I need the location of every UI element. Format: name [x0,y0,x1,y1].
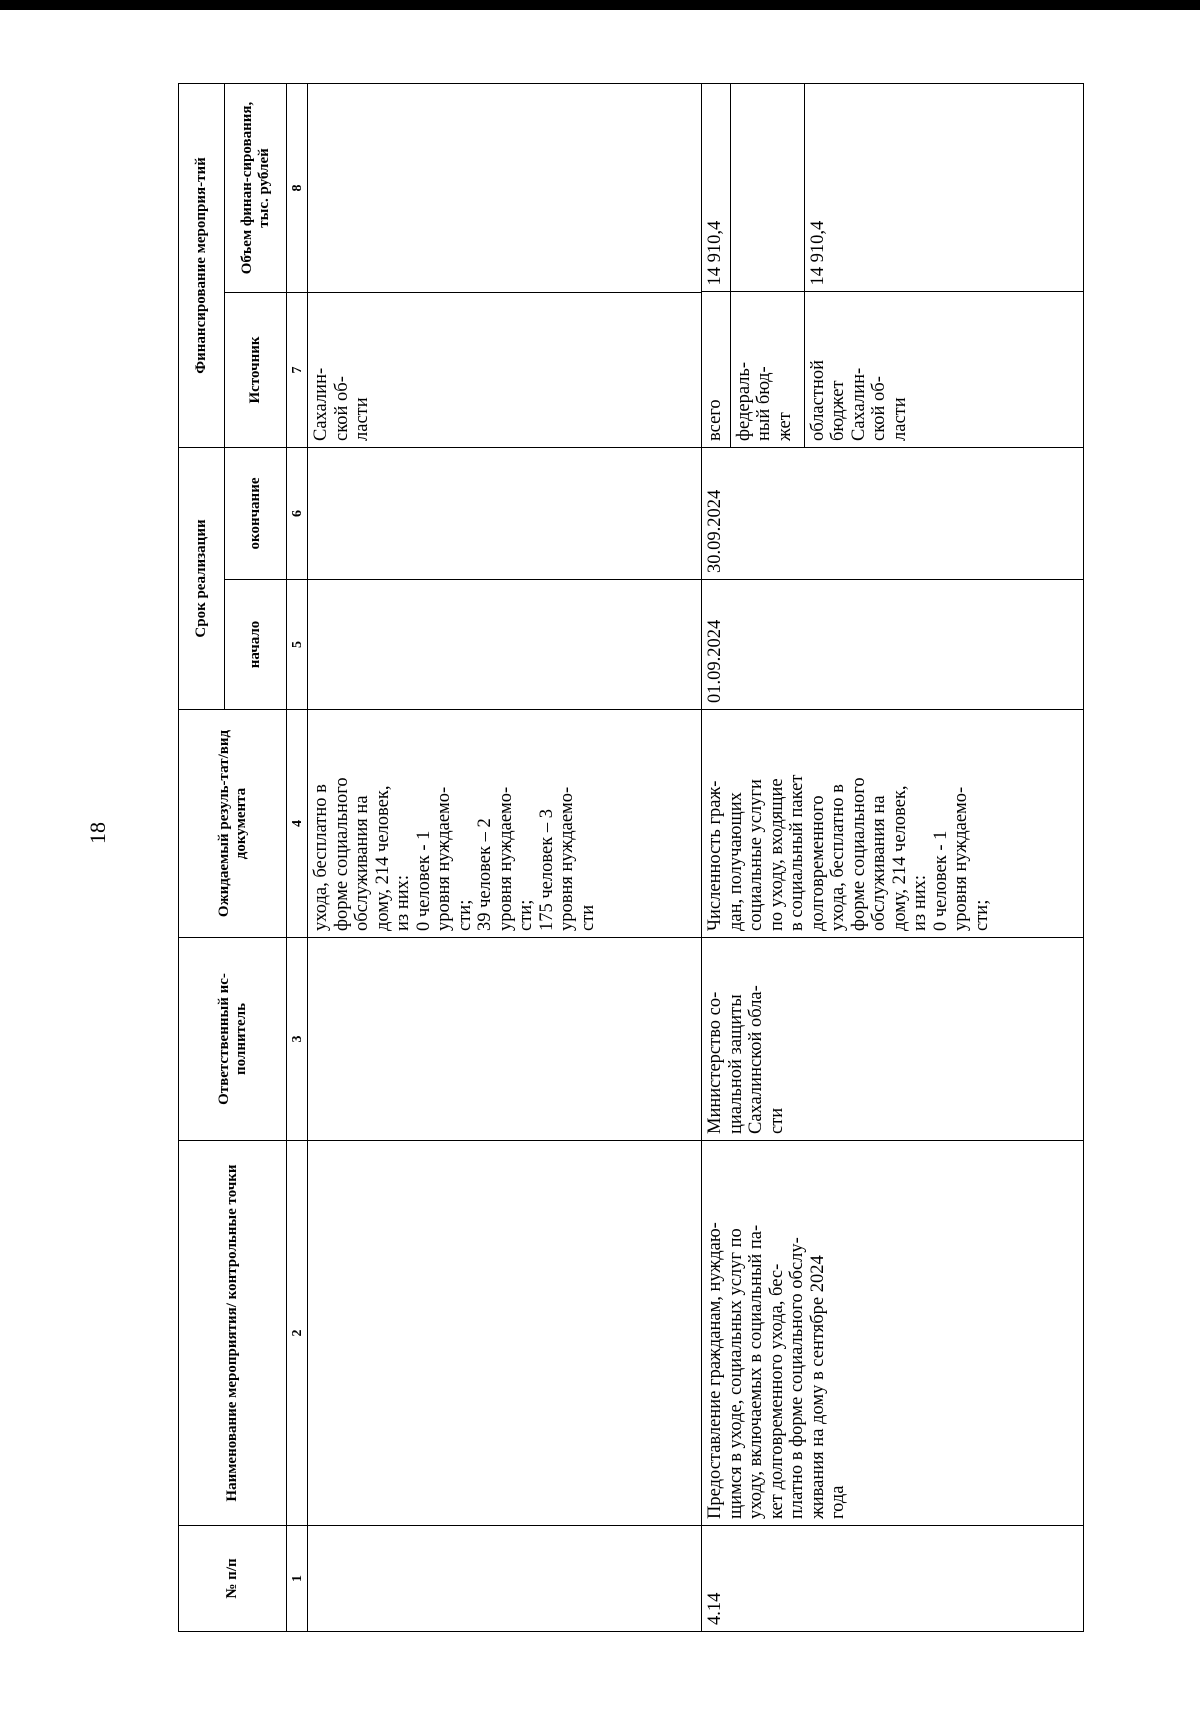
text-line: областной [807,360,828,441]
text-line: обслуживания на [352,795,372,931]
amount-value: 14 910,4 [702,83,730,292]
text-line: уровня нуждаемо- [495,786,516,931]
text-line: Сахалин- [848,367,869,441]
header-start: начало [225,580,287,710]
header-name: Наименование мероприятия/ контрольные точки [179,1141,287,1526]
text-line: уровня нуждаемо- [434,786,454,931]
start-date: 01.09.2024 [702,580,1084,710]
text-line: ской об- [869,376,889,441]
measures-table [178,83,1084,1632]
table-row-continued [308,83,702,1631]
text-line: уровня нуждаемо- [557,786,577,931]
text-line: ухода, бесплатно в [828,784,848,931]
header-amount: Объем финан-сирования, тыс. рублей [225,83,287,292]
source-cell [308,293,702,448]
header-finance-group: Финансирование мероприя-тий [179,83,225,447]
text-line: 0 человек - 1 [413,830,434,931]
text-line: живания на дому в сентябре 2024 [807,1255,828,1519]
amount-value [730,83,804,292]
text-line: форме социального [331,777,352,931]
result-cell [308,710,702,938]
financing-subtable [702,83,1083,447]
header-executor: Ответственный ис-полнитель [179,938,287,1141]
text-line: платно в форме социального обслу- [787,1237,807,1519]
text-line: Министерство со- [705,991,725,1134]
executor-cell [702,938,1084,1141]
rotated-table-container [178,84,1084,1632]
text-line: ухода, бесплатно в [311,784,331,931]
text-line: дому, 214 человек, [889,785,910,931]
page-number: 18 [85,822,110,844]
column-number: 7 [287,293,308,448]
table-row-4-14 [702,83,1084,1631]
column-number: 8 [287,83,308,292]
text-line: года [828,1485,848,1519]
column-number: 6 [287,448,308,580]
column-number: 4 [287,710,308,938]
column-number: 1 [287,1526,308,1632]
scan-top-edge [0,0,1200,10]
text-line: сти; [454,899,475,931]
text-line: щимся в уходе, социальных услуг по [725,1228,746,1519]
amount-value: 14 910,4 [804,83,1083,292]
text-line: в социальный пакет [787,774,807,931]
header-term-group: Срок реализации [179,448,225,710]
text-line: сти [577,904,598,931]
financing-row [702,83,730,447]
text-line: форме социального [848,777,869,931]
text-line: дому, 214 человек, [372,785,393,931]
text-line: 39 человек – 2 [475,818,495,931]
text-line: Численность граж- [705,780,725,931]
text-line: сти [766,1107,787,1134]
financing-cell [702,83,1084,447]
text-line: Сахалин- [311,367,331,441]
column-number: 5 [287,580,308,710]
text-line: ласти [889,397,910,441]
column-number: 2 [287,1141,308,1526]
column-number: 3 [287,938,308,1141]
text-line: уходу, включаемых в социальный па- [746,1224,766,1519]
text-line: долговременного [807,795,828,931]
source-label [804,292,1083,447]
text-line: Предоставление гражданам, нуждаю- [705,1222,725,1519]
header-source: Источник [225,293,287,448]
text-line: федераль- [733,361,754,441]
measure-name-cell [702,1141,1084,1526]
text-line: жет [774,412,795,441]
end-date: 30.09.2024 [702,448,1084,580]
header-number: № п/п [179,1526,287,1632]
text-line: социальные услуги [746,779,766,931]
header-end: окончание [225,448,287,580]
text-line: из них: [393,874,413,931]
text-line: ный бюд- [754,366,774,441]
text-line: циальной защиты [725,994,746,1134]
row-number: 4.14 [702,1526,1084,1632]
text-line: всего [705,399,725,441]
text-line: сти; [516,899,536,931]
text-line: 0 человек - 1 [930,830,951,931]
text-line: из них: [910,874,930,931]
text-line: Сахалинской обла- [746,985,766,1134]
financing-row [804,83,1083,447]
text-line: обслуживания на [869,795,889,931]
text-line: дан, получающих [725,792,746,931]
text-line: кет долговременного ухода, бес- [766,1263,787,1519]
text-line: бюджет [828,380,848,441]
source-label [702,292,730,447]
text-line: сти; [971,899,992,931]
financing-row [730,83,804,447]
text-line: ласти [352,397,372,441]
text-line: 175 человек – 3 [536,809,557,931]
text-line: ской об- [331,376,352,441]
source-label [730,292,804,447]
text-line: уровня нуждаемо- [951,786,971,931]
text-line: по уходу, входящие [766,778,787,931]
header-result: Ожидаемый резуль-тат/вид документа [179,710,287,938]
result-cell [702,710,1084,938]
